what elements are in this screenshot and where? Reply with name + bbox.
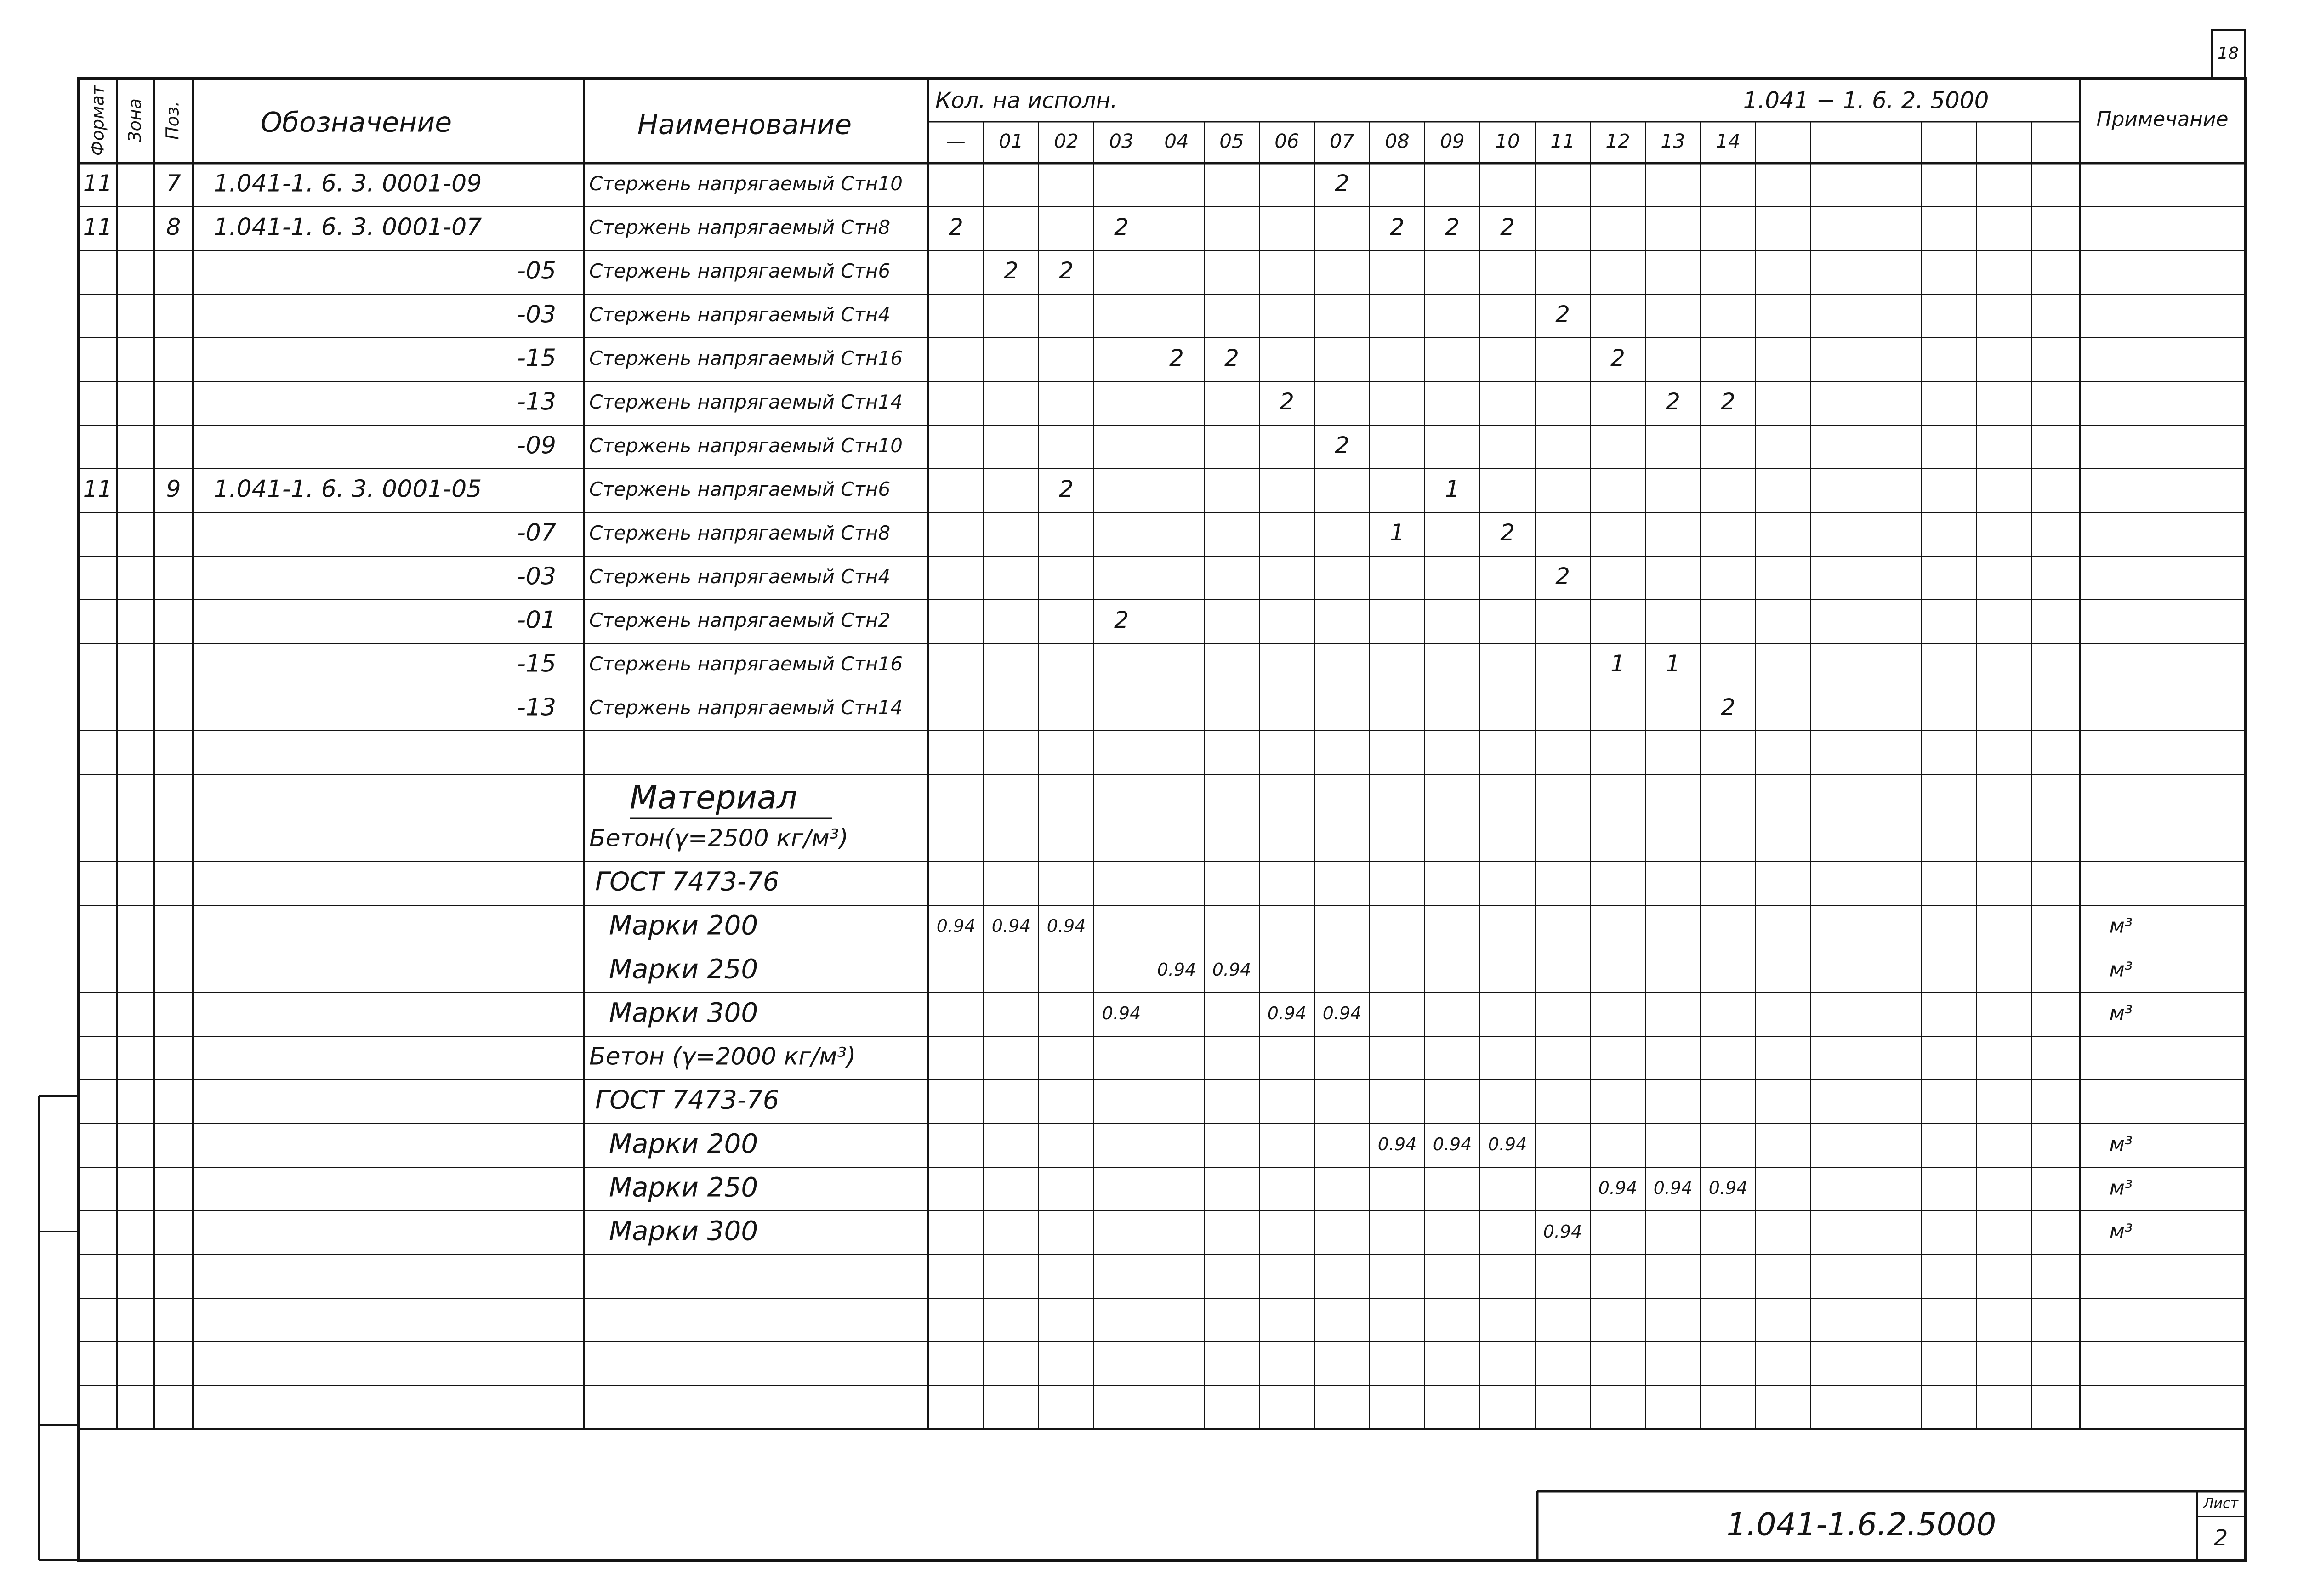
qty-cell: 2 xyxy=(1666,388,1680,415)
row-name: ГОСТ 7473-76 xyxy=(595,1085,779,1115)
qty-cell: 2 xyxy=(1555,563,1570,590)
exec-column-header: 01 xyxy=(999,130,1024,153)
qty-cell: 2 xyxy=(1335,432,1349,459)
exec-column-header: 02 xyxy=(1054,130,1079,153)
row-designation: -03 xyxy=(517,301,556,329)
row-note: м³ xyxy=(2109,1176,2133,1200)
row-note: м³ xyxy=(2109,1220,2133,1244)
exec-column-header: 04 xyxy=(1164,130,1189,153)
exec-column-header: 07 xyxy=(1330,130,1354,153)
qty-cell: 2 xyxy=(1059,257,1074,284)
qty-cell: 2 xyxy=(1114,214,1129,240)
qty-cell: 2 xyxy=(1114,607,1129,633)
row-designation: 1.041-1. 6. 3. 0001-05 xyxy=(214,475,482,503)
title-block-code: 1.041-1.6.2.5000 xyxy=(1726,1506,1997,1543)
qty-cell: 2 xyxy=(1721,388,1735,415)
qty-cell: 2 xyxy=(1500,519,1515,546)
row-designation: -01 xyxy=(517,606,556,634)
row-name: Стержень напрягаемый Стн16 xyxy=(589,653,903,675)
row-designation: -07 xyxy=(517,519,556,547)
row-name: Стержень напрягаемый Стн6 xyxy=(589,260,891,282)
exec-column-header: 11 xyxy=(1550,130,1575,153)
header-qty-title: Кол. на исполн. xyxy=(935,88,1118,114)
header-zone: Зона xyxy=(125,98,145,142)
exec-column-header: 03 xyxy=(1109,130,1134,153)
qty-cell: 1 xyxy=(1445,476,1460,502)
row-designation: -03 xyxy=(517,562,556,591)
qty-cell: 2 xyxy=(1059,476,1074,502)
sheet-frame xyxy=(78,78,2245,1560)
row-name: Стержень напрягаемый Стн8 xyxy=(589,216,891,239)
row-designation: -13 xyxy=(517,693,556,721)
material-heading: Материал xyxy=(630,778,797,817)
row-note: м³ xyxy=(2109,914,2133,938)
qty-cell: 2 xyxy=(1721,694,1735,721)
qty-cell: 0.94 xyxy=(1598,1178,1638,1198)
qty-cell: 2 xyxy=(1445,214,1460,240)
exec-column-header: 09 xyxy=(1440,130,1465,153)
exec-column-header: 05 xyxy=(1219,130,1244,153)
qty-cell: 0.94 xyxy=(1543,1221,1582,1242)
row-name: Стержень напрягаемый Стн4 xyxy=(589,565,891,588)
header-pos: Поз. xyxy=(162,101,183,140)
qty-cell: 0.94 xyxy=(1157,960,1196,980)
row-name: Марки 300 xyxy=(609,997,758,1028)
row-name: ГОСТ 7473-76 xyxy=(595,867,779,897)
title-block-sheet-label: Лист xyxy=(2203,1495,2239,1512)
row-note: м³ xyxy=(2109,1132,2133,1156)
row-name: Марки 250 xyxy=(609,953,758,985)
row-designation: -05 xyxy=(517,257,556,285)
exec-column-header: 12 xyxy=(1605,130,1630,153)
exec-column-header: 10 xyxy=(1495,130,1520,153)
row-name: Марки 200 xyxy=(609,1128,758,1159)
exec-column-header: 13 xyxy=(1661,130,1685,153)
row-name: Марки 250 xyxy=(609,1171,758,1203)
header-name: Наименование xyxy=(637,108,852,141)
row-designation: -15 xyxy=(517,650,556,678)
qty-cell: 2 xyxy=(949,214,963,240)
row-name: Стержень напрягаемый Стн8 xyxy=(589,522,891,544)
exec-column-header: — xyxy=(946,130,966,153)
row-name: Стержень напрягаемый Стн4 xyxy=(589,303,891,326)
exec-column-header: 14 xyxy=(1716,130,1741,153)
qty-cell: 0.94 xyxy=(1488,1134,1527,1154)
row-name: Стержень напрягаемый Стн10 xyxy=(589,434,903,457)
row-format: 11 xyxy=(83,170,113,197)
header-note: Примечание xyxy=(2096,108,2229,131)
row-designation: -13 xyxy=(517,388,556,416)
row-format: 11 xyxy=(83,214,113,240)
row-note: м³ xyxy=(2109,1001,2133,1025)
qty-cell: 0.94 xyxy=(936,916,976,936)
exec-column-header: 08 xyxy=(1385,130,1410,153)
qty-cell: 0.94 xyxy=(1102,1003,1141,1023)
qty-cell: 2 xyxy=(1610,345,1625,371)
row-name: Стержень напрягаемый Стн2 xyxy=(589,609,891,631)
row-pos: 8 xyxy=(166,214,181,240)
title-block-sheet-number: 2 xyxy=(2213,1525,2228,1551)
qty-cell: 0.94 xyxy=(1653,1178,1693,1198)
row-pos: 9 xyxy=(166,476,181,502)
row-designation: -09 xyxy=(517,432,556,460)
qty-cell: 2 xyxy=(1004,257,1018,284)
qty-cell: 0.94 xyxy=(1322,1003,1362,1023)
row-note: м³ xyxy=(2109,958,2133,982)
header-format: Формат xyxy=(87,85,108,156)
row-format: 11 xyxy=(83,476,113,502)
row-name: Марки 200 xyxy=(609,909,758,941)
qty-cell: 1 xyxy=(1390,519,1405,546)
row-designation: 1.041-1. 6. 3. 0001-07 xyxy=(214,213,482,241)
qty-cell: 0.94 xyxy=(1377,1134,1417,1154)
header-designation: Обозначение xyxy=(260,106,452,139)
page-number: 18 xyxy=(2218,44,2239,63)
row-name: Бетон (γ=2000 кг/м³) xyxy=(589,1043,856,1071)
grid-lines xyxy=(39,30,2245,1560)
qty-cell: 0.94 xyxy=(1212,960,1251,980)
row-name: Стержень напрягаемый Стн14 xyxy=(589,696,903,719)
qty-cell: 2 xyxy=(1555,301,1570,328)
qty-cell: 1 xyxy=(1610,650,1625,677)
row-designation: 1.041-1. 6. 3. 0001-09 xyxy=(214,170,482,198)
qty-cell: 1 xyxy=(1666,650,1680,677)
row-name: Бетон(γ=2500 кг/м³) xyxy=(589,824,848,852)
qty-cell: 2 xyxy=(1169,345,1184,371)
qty-cell: 0.94 xyxy=(1267,1003,1307,1023)
row-name: Стержень напрягаемый Стн16 xyxy=(589,347,903,369)
qty-cell: 0.94 xyxy=(1433,1134,1472,1154)
qty-cell: 2 xyxy=(1335,170,1349,197)
row-name: Стержень напрягаемый Стн14 xyxy=(589,391,903,413)
row-name: Марки 300 xyxy=(609,1215,758,1247)
header-doc-code: 1.041 − 1. 6. 2. 5000 xyxy=(1743,87,1989,114)
qty-cell: 2 xyxy=(1390,214,1405,240)
qty-cell: 2 xyxy=(1224,345,1239,371)
row-pos: 7 xyxy=(166,170,181,197)
qty-cell: 0.94 xyxy=(1708,1178,1748,1198)
qty-cell: 2 xyxy=(1280,388,1294,415)
sheet-texts xyxy=(83,44,2239,1551)
qty-cell: 2 xyxy=(1500,214,1515,240)
row-name: Стержень напрягаемый Стн10 xyxy=(589,172,903,195)
exec-column-header: 06 xyxy=(1274,130,1299,153)
qty-cell: 0.94 xyxy=(991,916,1031,936)
qty-cell: 0.94 xyxy=(1047,916,1086,936)
row-name: Стержень напрягаемый Стн6 xyxy=(589,478,891,500)
row-designation: -15 xyxy=(517,344,556,372)
